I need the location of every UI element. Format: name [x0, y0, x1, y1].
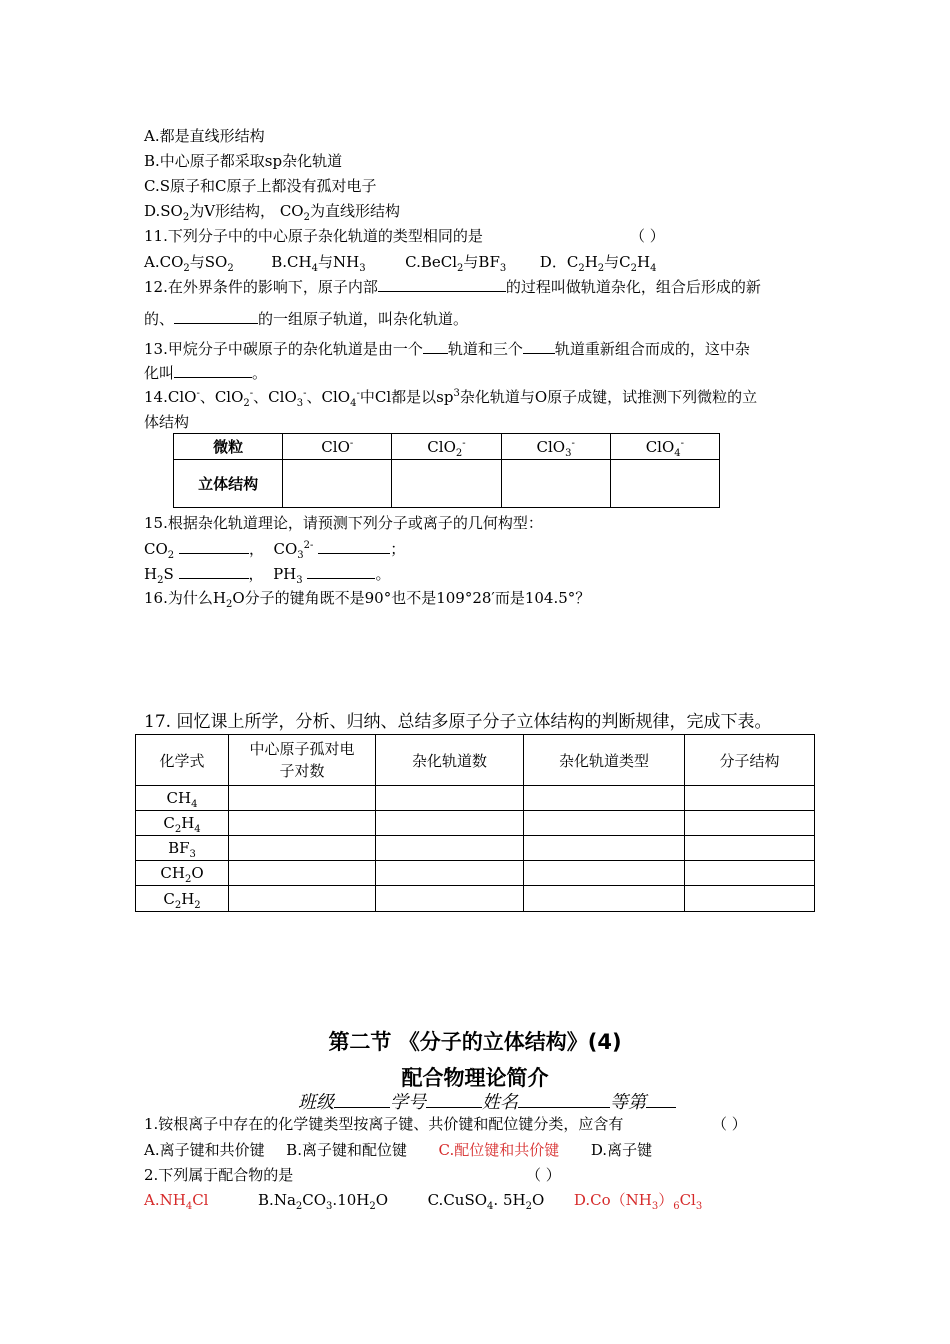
q13-blank-3[interactable] [174, 362, 252, 378]
q14-table-header-row [174, 434, 720, 460]
q13-blank-1[interactable] [423, 338, 448, 354]
q12-blank-2[interactable] [174, 308, 258, 324]
q17-answer-cell[interactable] [524, 811, 685, 836]
q14-answer-cell[interactable] [501, 460, 610, 508]
q12-line2: 的、 的一组原子轨道，叫杂化轨道。 [144, 310, 469, 328]
student-info-line [298, 1088, 676, 1114]
q17-answer-cell[interactable] [229, 811, 376, 836]
section-subtitle: 配合物理论简介 [401, 1066, 549, 1090]
q17-header-hybrid-count: 杂化轨道数 [376, 735, 524, 786]
grade-field[interactable] [646, 1090, 676, 1108]
q17-header-structure: 分子结构 [685, 735, 815, 786]
q17-header-hybrid-type: 杂化轨道类型 [524, 735, 685, 786]
q14-table [173, 433, 720, 508]
student-id-label: 学号 [390, 1092, 426, 1113]
q17-answer-cell[interactable] [376, 786, 524, 811]
p2-option-c: C.CuSO$_4$. $5H_2O$ [427, 1191, 545, 1212]
p2-options [144, 1190, 702, 1210]
student-id-field[interactable] [426, 1090, 482, 1108]
table-row [136, 836, 815, 861]
q15-blank-co3[interactable] [318, 538, 390, 554]
table-row [136, 811, 815, 836]
q13-line1: 13.甲烷分子中碳原子的杂化轨道是由一个 轨道和三个 轨道重新组合而成的，这中杂 [144, 340, 750, 358]
class-label: 班级 [298, 1092, 334, 1113]
q17-formula-ch4: $CH_4$ [136, 786, 229, 811]
q17-header-row [136, 735, 815, 786]
q17-answer-cell[interactable] [685, 811, 815, 836]
q17-answer-cell[interactable] [229, 836, 376, 861]
q17-answer-cell[interactable] [685, 786, 815, 811]
q15-blank-ph3[interactable] [307, 563, 375, 579]
q10-option-b: B.中心原子都采取sp杂化轨道 [144, 152, 343, 170]
q17-answer-cell[interactable] [524, 786, 685, 811]
q15-line2: $H_2S$ ， $PH_3$ 。 [144, 565, 391, 586]
q13-line2: 化叫 。 [144, 364, 268, 382]
q14-line1: 14.ClO-、ClO$_2$-、ClO$_3$-、ClO$_4$-中Cl都是以$sp^3$杂化轨道与O原子成键，试推测下列微粒的立 [144, 388, 758, 409]
q17-formula-c2h2: $C_2H_2$ [136, 886, 229, 912]
q17-formula-c2h4: $C_2H_4$ [136, 811, 229, 836]
q14-answer-cell[interactable] [610, 460, 719, 508]
q17-answer-cell[interactable] [229, 786, 376, 811]
q17-header-formula: 化学式 [136, 735, 229, 786]
q17-answer-cell[interactable] [229, 861, 376, 886]
q14-line2: 体结构 [144, 413, 190, 431]
p2-stem: 2.下列属于配合物的是 [144, 1166, 294, 1184]
q14-answer-cell[interactable] [283, 460, 392, 508]
q11-stem: 11.下列分子中的中心原子杂化轨道的类型相同的是 [144, 227, 483, 245]
p1-stem: 1.铵根离子中存在的化学键类型按离子键、共价键和配位键分类，应含有 [144, 1115, 624, 1133]
table-row [136, 786, 815, 811]
q11-option-d: D．$C_2H_2$与$C_2H_4$ [539, 253, 657, 274]
class-field[interactable] [334, 1090, 390, 1108]
q17-formula-ch2o: $CH_2O$ [136, 861, 229, 886]
q17-answer-cell[interactable] [524, 836, 685, 861]
section-title: 第二节 《分子的立体结构》(4) [328, 1030, 622, 1054]
q17-answer-cell[interactable] [229, 886, 376, 912]
q11-option-a: $A.CO_2$与$SO_2$ [144, 253, 234, 274]
q17-answer-cell[interactable] [376, 861, 524, 886]
q14-cell-clo: ClO- [283, 434, 392, 460]
q10-option-a: A.都是直线形结构 [144, 127, 265, 145]
q17-answer-cell[interactable] [376, 811, 524, 836]
p1-option-b: B.离子键和配位键 [286, 1141, 407, 1159]
p2-answer-paren: （ ） [526, 1166, 561, 1184]
q12-blank-1[interactable] [378, 276, 506, 292]
p1-options [144, 1140, 652, 1160]
p1-answer-paren: （ ） [712, 1115, 747, 1133]
q15-line1: $CO_2$ ， $CO_3^{2-}$ ； [144, 540, 406, 561]
grade-label: 等第 [610, 1092, 646, 1113]
q11-option-c: C.BeCl$_2$与$BF_3$ [405, 253, 507, 274]
q17-stem: 17. 回忆课上所学，分析、归纳、总结多原子分子立体结构的判断规律，完成下表。 [144, 712, 772, 732]
p2-option-d-answer: $D.Co(NH_3)_6Cl_3$ [573, 1191, 703, 1212]
table-row [136, 886, 815, 912]
q17-answer-cell[interactable] [524, 886, 685, 912]
q10-option-d: $D.SO_2$为V形结构， $CO_2$为直线形结构 [144, 202, 400, 223]
q15-blank-h2s[interactable] [179, 563, 249, 579]
p2-option-a-answer: $A.NH_4Cl$ [144, 1191, 209, 1212]
q14-cell-clo2: ClO$_2$- [392, 434, 501, 460]
q17-answer-cell[interactable] [524, 861, 685, 886]
q15-blank-co2[interactable] [179, 538, 249, 554]
q14-cell-clo3: ClO$_3$- [501, 434, 610, 460]
q17-header-lone-pairs: 中心原子孤对电 子对数 [229, 735, 376, 786]
q17-table [135, 734, 815, 912]
q17-formula-bf3: $BF_3$ [136, 836, 229, 861]
q17-answer-cell[interactable] [685, 861, 815, 886]
q11-option-b: $B.CH_4$与$NH_3$ [271, 253, 366, 274]
q14-header-structure: 立体结构 [174, 460, 283, 508]
q17-answer-cell[interactable] [376, 836, 524, 861]
q11-options [144, 252, 656, 272]
q17-answer-cell[interactable] [376, 886, 524, 912]
name-field[interactable] [518, 1090, 610, 1108]
q13-blank-2[interactable] [523, 338, 555, 354]
q12-line1: 12.在外界条件的影响下，原子内部 的过程叫做轨道杂化，组合后形成的新 [144, 278, 761, 296]
table-row [136, 861, 815, 886]
q16-stem: 16.为什么$H_2O$分子的键角既不是90°也不是109°28′而是104.5°？ [144, 589, 591, 610]
q11-answer-paren: （ ） [630, 227, 665, 245]
q15-stem: 15.根据杂化轨道理论，请预测下列分子或离子的几何构型： [144, 514, 543, 532]
q10-option-c: C.S原子和C原子上都没有孤对电子 [144, 177, 377, 195]
q14-answer-cell[interactable] [392, 460, 501, 508]
q14-cell-clo4: ClO$_4$- [610, 434, 719, 460]
q17-answer-cell[interactable] [685, 836, 815, 861]
p1-option-d: D.离子键 [590, 1141, 653, 1159]
p1-option-a: A.离子键和共价键 [144, 1141, 265, 1159]
q14-header-particle: 微粒 [174, 434, 283, 460]
q17-answer-cell[interactable] [685, 886, 815, 912]
p1-option-c-answer: C.配位键和共价键 [438, 1141, 560, 1159]
p2-option-b: $B.Na_2CO_3.10H_2O$ [258, 1191, 389, 1212]
name-label: 姓名 [482, 1092, 518, 1113]
q14-table-answer-row [174, 460, 720, 508]
